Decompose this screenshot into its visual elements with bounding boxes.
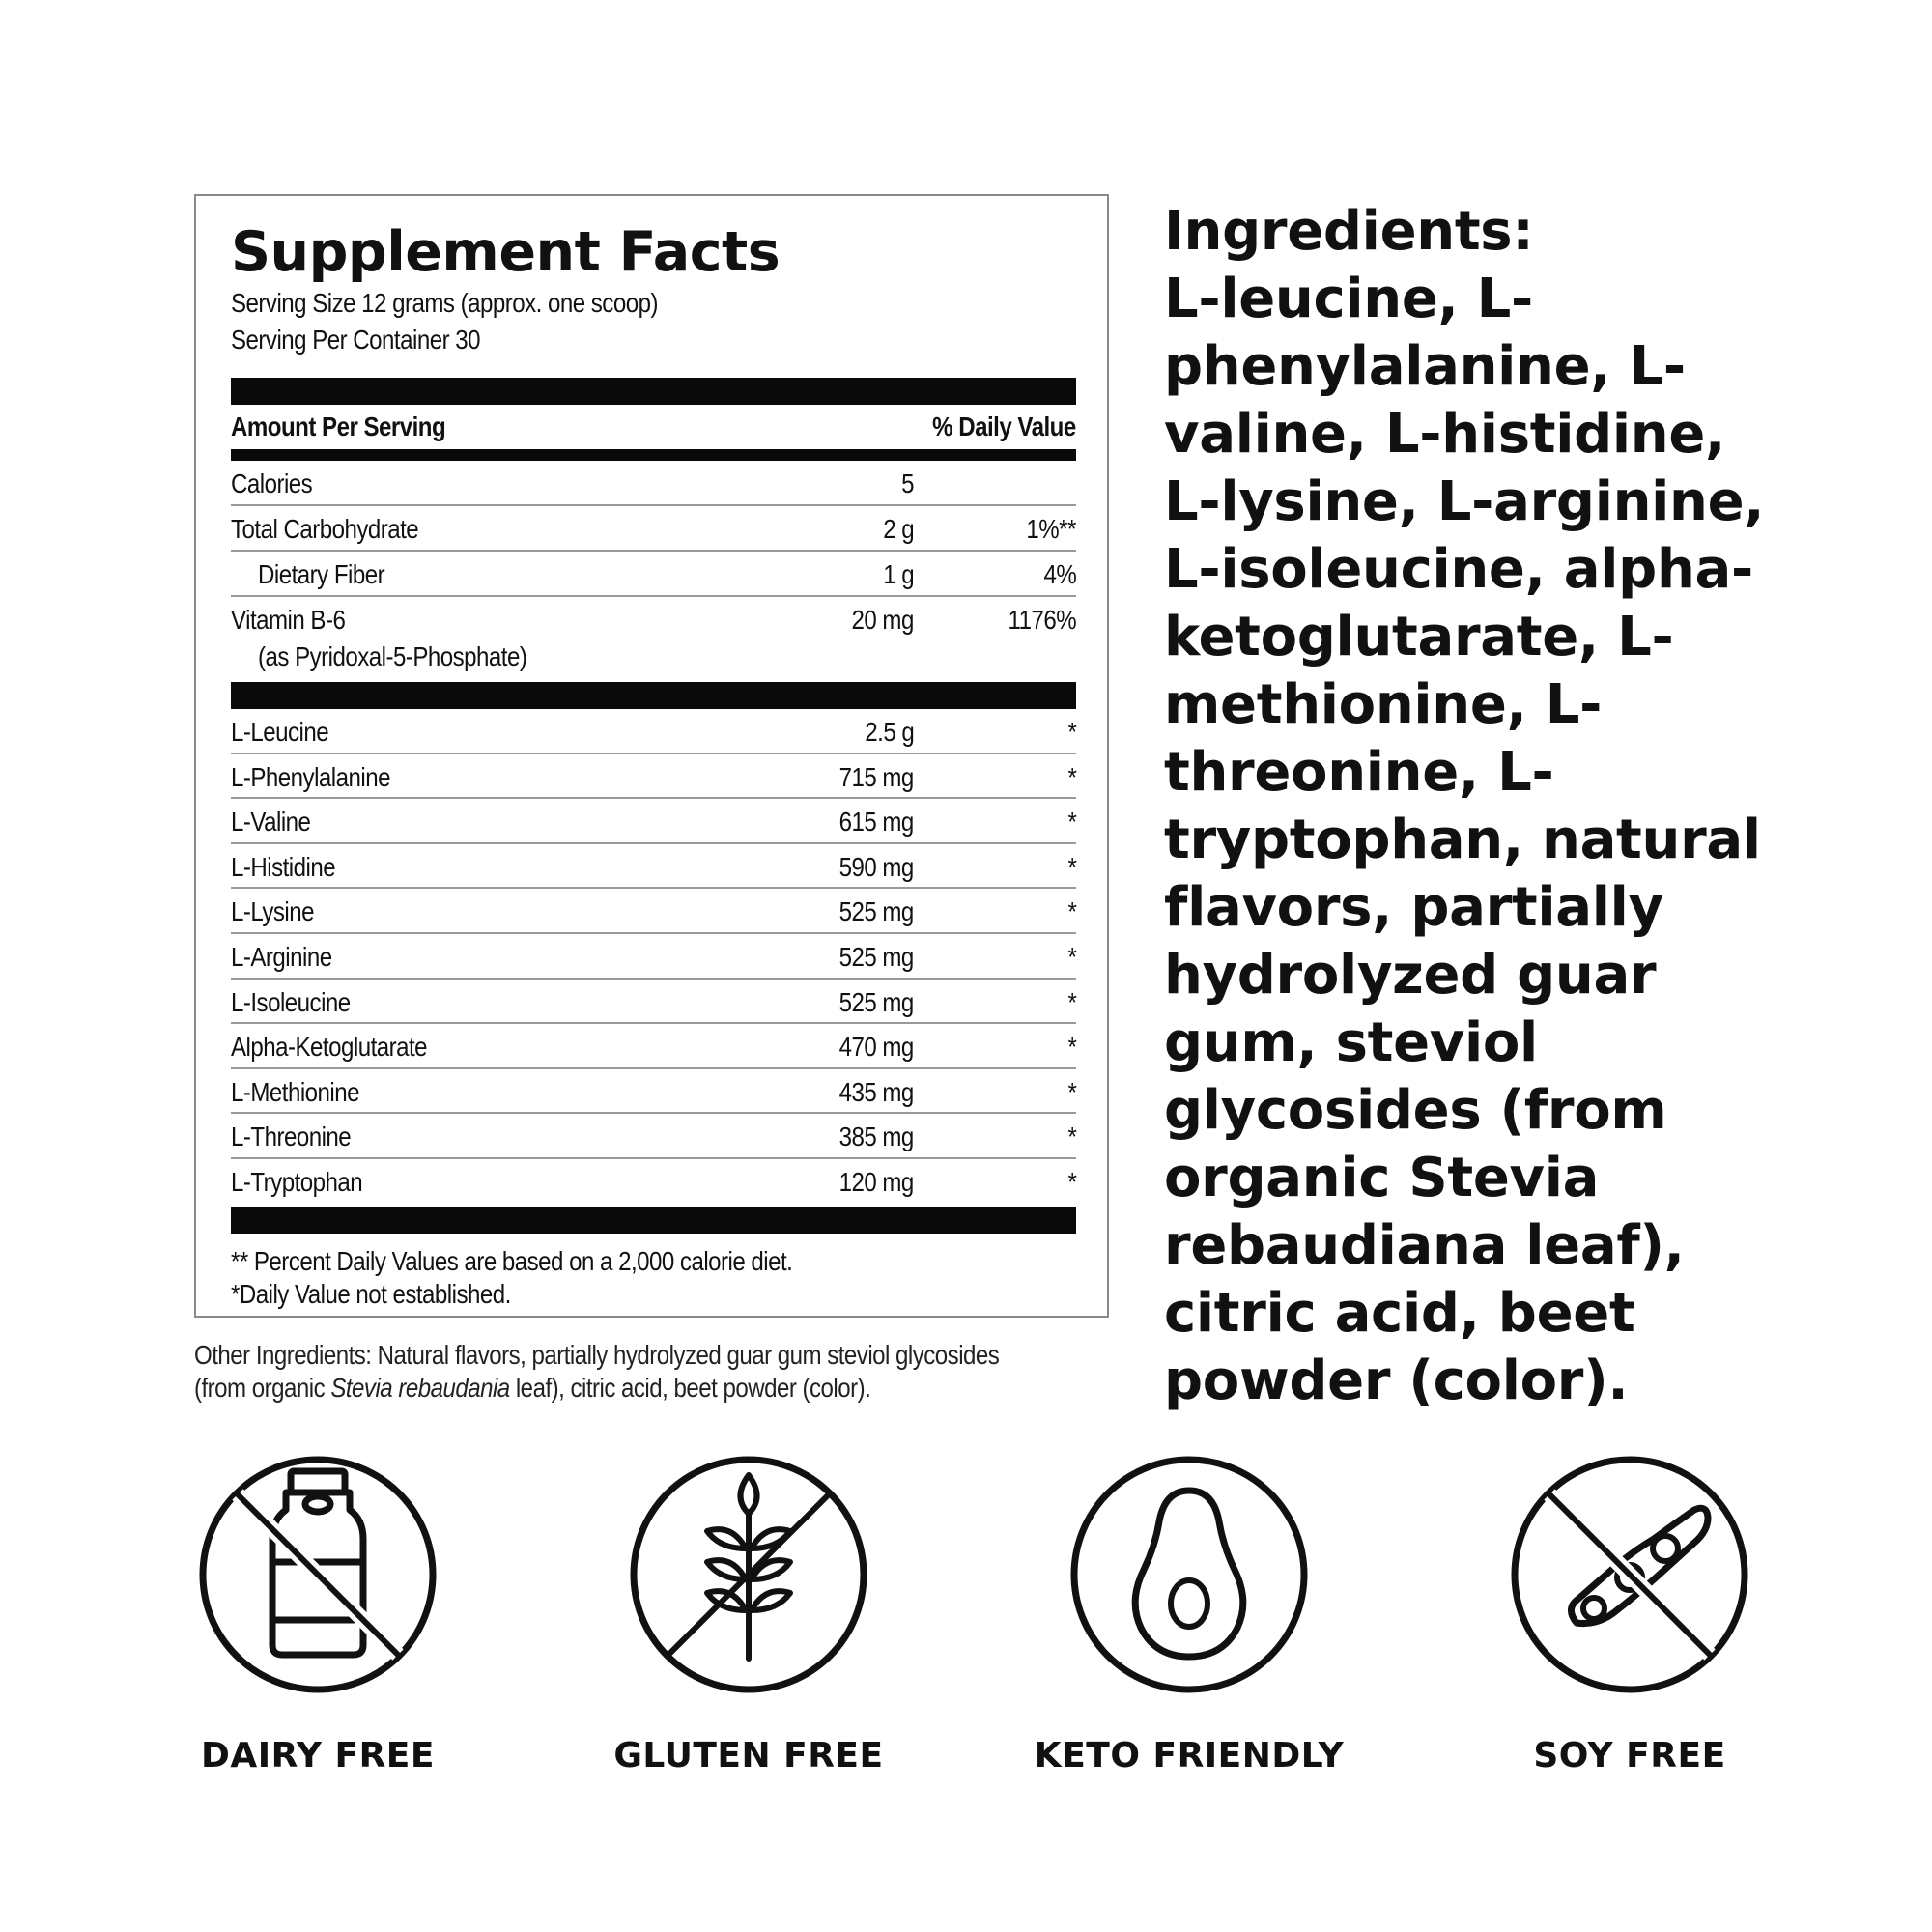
amino-acid-daily-value: * (1067, 941, 1076, 972)
badge-gluten-free (589, 1454, 908, 1776)
badge-label: SOY FREE (1533, 1736, 1726, 1776)
other-ingredients-italic: Stevia rebaudania (330, 1373, 510, 1403)
ingredients-line: phenylalanine, L- (1164, 335, 1686, 398)
table-row (231, 844, 1076, 890)
amino-acid-amount: 470 mg (838, 1032, 914, 1063)
table-row (231, 754, 1076, 800)
footnote-percent-dv: ** Percent Daily Values are based on a 2,000 calorie diet. (231, 1245, 793, 1276)
divider-thick (231, 1207, 1076, 1234)
amino-acid-amount: 435 mg (838, 1076, 914, 1107)
amino-acid-daily-value: * (1067, 896, 1076, 927)
amino-acid-amount: 590 mg (838, 851, 914, 882)
nutrient-name: Calories (231, 469, 313, 498)
ingredients-list (1164, 198, 1898, 1415)
amino-acid-name: L-Threonine (231, 1122, 352, 1152)
divider-medium (231, 449, 1076, 461)
table-row (231, 552, 1076, 597)
ingredients-line: rebaudiana leaf), (1164, 1214, 1685, 1277)
ingredients-text (1164, 266, 1898, 1415)
amino-acid-amount: 525 mg (838, 986, 914, 1017)
amino-acid-name: L-Histidine (231, 851, 336, 882)
ingredients-line: tryptophan, natural (1164, 809, 1761, 871)
amino-acid-amount: 525 mg (838, 896, 914, 927)
badge-soy-free (1470, 1454, 1789, 1776)
ingredients-line: L-leucine, L- (1164, 268, 1534, 330)
serving-size: Serving Size 12 grams (approx. one scoop) (231, 288, 658, 318)
amino-acid-name: L-Tryptophan (231, 1166, 363, 1197)
amino-acid-daily-value: * (1067, 1122, 1076, 1152)
nutrient-daily-value: 1176% (1008, 605, 1076, 635)
ingredients-line: flavors, partially (1164, 876, 1663, 939)
ingredients-line: ketoglutarate, L- (1164, 606, 1674, 668)
table-row (231, 980, 1076, 1025)
table-row (231, 1159, 1076, 1205)
ingredients-line: hydrolyzed guar (1164, 944, 1657, 1007)
ingredients-line: glycosides (from (1164, 1079, 1667, 1142)
badge-label: GLUTEN FREE (613, 1736, 884, 1776)
dairy-free-icon (197, 1454, 439, 1695)
serving-info (231, 285, 1076, 358)
amino-acid-daily-value: * (1067, 761, 1076, 792)
nutrient-subname: (as Pyridoxal-5-Phosphate) (258, 641, 527, 671)
amino-acid-name: Alpha-Ketoglutarate (231, 1032, 428, 1063)
amino-acid-name: L-Valine (231, 807, 311, 838)
ingredients-line: powder (color). (1164, 1350, 1629, 1412)
soy-free-icon (1509, 1454, 1750, 1695)
facts-title: Supplement Facts (231, 220, 781, 284)
ingredients-line: methionine, L- (1164, 673, 1603, 736)
amino-acid-amount: 525 mg (838, 941, 914, 972)
amino-acid-name: L-Arginine (231, 941, 332, 972)
table-row (231, 506, 1076, 552)
table-row (231, 1114, 1076, 1159)
amino-acid-name: L-Lysine (231, 896, 314, 927)
nutrient-name: Vitamin B-6 (231, 605, 346, 635)
amino-acid-daily-value: * (1067, 851, 1076, 882)
ingredients-line: L-isoleucine, alpha- (1164, 538, 1753, 601)
amino-acid-daily-value: * (1067, 1076, 1076, 1107)
table-row (231, 799, 1076, 844)
ingredients-line: organic Stevia (1164, 1147, 1600, 1209)
table-row (231, 1069, 1076, 1115)
nutrient-daily-value: 1%** (1026, 514, 1076, 544)
supplement-facts-panel (194, 194, 1109, 1318)
table-row (231, 889, 1076, 934)
amino-acid-name: L-Leucine (231, 717, 329, 747)
servings-per-container: Serving Per Container 30 (231, 325, 480, 355)
other-ingredients-line (194, 1372, 992, 1405)
badge-dairy-free (158, 1454, 477, 1776)
table-row (231, 934, 1076, 980)
facts-header-row (231, 405, 1076, 449)
nutrient-amount: 1 g (883, 559, 914, 589)
table-row (231, 709, 1076, 754)
footnotes (231, 1245, 1076, 1311)
other-ingredients-line: Other Ingredients: Natural flavors, partially hydrolyzed guar gum steviol glycosides (194, 1340, 1000, 1370)
amino-acid-rows (231, 709, 1076, 1205)
ingredients-line: L-lysine, L-arginine, (1164, 470, 1765, 533)
divider-thick (231, 378, 1076, 405)
nutrient-amount: 5 (901, 469, 914, 498)
amino-acid-name: L-Phenylalanine (231, 761, 390, 792)
nutrient-amount: 20 mg (851, 605, 914, 635)
amino-acid-daily-value: * (1067, 717, 1076, 747)
amino-acid-daily-value: * (1067, 807, 1076, 838)
ingredients-line: valine, L-histidine, (1164, 403, 1725, 466)
amino-acid-amount: 385 mg (838, 1122, 914, 1152)
amino-acid-name: L-Methionine (231, 1076, 360, 1107)
badge-label: KETO FRIENDLY (1034, 1736, 1345, 1776)
amino-acid-daily-value: * (1067, 1166, 1076, 1197)
amino-acid-amount: 120 mg (838, 1166, 914, 1197)
divider-thick (231, 682, 1076, 709)
table-row (231, 597, 1076, 682)
other-ingredients-text: (from organic (194, 1373, 331, 1403)
table-row (231, 461, 1076, 506)
amino-acid-daily-value: * (1067, 986, 1076, 1017)
ingredients-line: gum, steviol (1164, 1011, 1538, 1074)
amino-acid-daily-value: * (1067, 1032, 1076, 1063)
ingredients-line: citric acid, beet (1164, 1282, 1635, 1345)
amino-acid-name: L-Isoleucine (231, 986, 351, 1017)
footnote-dv-not-established: *Daily Value not established. (231, 1278, 511, 1309)
badge-keto-friendly (1030, 1454, 1349, 1776)
nutrient-daily-value: 4% (1043, 559, 1076, 589)
ingredients-heading: Ingredients: (1164, 200, 1534, 263)
keto-friendly-icon (1068, 1454, 1310, 1695)
ingredients-line: threonine, L- (1164, 741, 1554, 804)
badge-label: DAIRY FREE (201, 1736, 435, 1776)
nutrient-amount: 2 g (883, 514, 914, 544)
daily-value-label: % Daily Value (932, 412, 1076, 441)
other-ingredients (194, 1339, 1122, 1405)
nutrient-rows (231, 461, 1076, 682)
amino-acid-amount: 2.5 g (865, 717, 914, 747)
other-ingredients-text: leaf), citric acid, beet powder (color). (509, 1373, 871, 1403)
amount-per-serving-label: Amount Per Serving (231, 412, 446, 441)
amino-acid-amount: 615 mg (838, 807, 914, 838)
table-row (231, 1024, 1076, 1069)
nutrient-name: Dietary Fiber (258, 559, 385, 589)
nutrient-name: Total Carbohydrate (231, 514, 419, 544)
gluten-free-icon (628, 1454, 869, 1695)
amino-acid-amount: 715 mg (838, 761, 914, 792)
